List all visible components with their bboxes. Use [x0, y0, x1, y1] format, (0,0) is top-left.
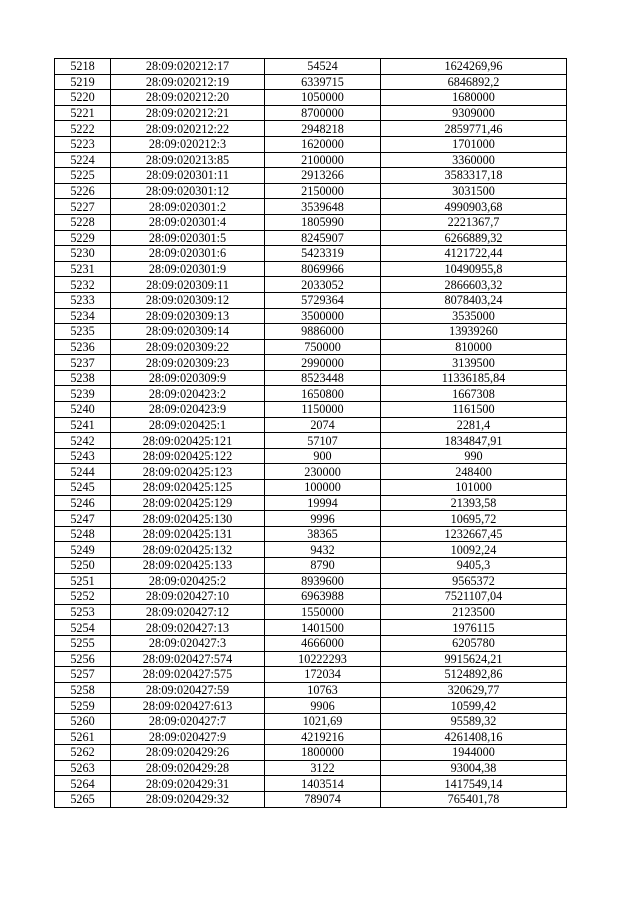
amount-cell: 1944000: [381, 745, 567, 761]
table-row: [55, 370, 567, 386]
amount-cell: 1834847,91: [381, 433, 567, 449]
cadastral-number-cell: 28:09:020425:122: [111, 448, 265, 464]
value-cell: 9906: [265, 698, 381, 714]
value-cell: 5729364: [265, 292, 381, 308]
value-cell: 900: [265, 448, 381, 464]
amount-cell: 6266889,32: [381, 230, 567, 246]
value-cell: 1401500: [265, 620, 381, 636]
row-number-cell: 5261: [55, 729, 111, 745]
amount-cell: 1624269,96: [381, 59, 567, 75]
row-number-cell: 5249: [55, 542, 111, 558]
value-cell: 2948218: [265, 121, 381, 137]
value-cell: 9886000: [265, 324, 381, 340]
amount-cell: 13939260: [381, 324, 567, 340]
table-row: [55, 417, 567, 433]
value-cell: 10763: [265, 682, 381, 698]
cadastral-number-cell: 28:09:020429:32: [111, 791, 265, 807]
amount-cell: 10599,42: [381, 698, 567, 714]
amount-cell: 320629,77: [381, 682, 567, 698]
row-number-cell: 5242: [55, 433, 111, 449]
value-cell: 1800000: [265, 745, 381, 761]
value-cell: 8790: [265, 558, 381, 574]
amount-cell: 1701000: [381, 136, 567, 152]
table-row: [55, 558, 567, 574]
value-cell: 57107: [265, 433, 381, 449]
table-row: [55, 589, 567, 605]
cadastral-number-cell: 28:09:020425:131: [111, 526, 265, 542]
cadastral-number-cell: 28:09:020427:3: [111, 635, 265, 651]
table-row: [55, 214, 567, 230]
cadastral-number-cell: 28:09:020427:7: [111, 713, 265, 729]
table-row: [55, 292, 567, 308]
row-number-cell: 5255: [55, 635, 111, 651]
cadastral-number-cell: 28:09:020425:125: [111, 480, 265, 496]
cadastral-number-cell: 28:09:020427:59: [111, 682, 265, 698]
row-number-cell: 5254: [55, 620, 111, 636]
cadastral-number-cell: 28:09:020425:1: [111, 417, 265, 433]
amount-cell: 9309000: [381, 105, 567, 121]
amount-cell: 8078403,24: [381, 292, 567, 308]
table-row: [55, 526, 567, 542]
value-cell: 8523448: [265, 370, 381, 386]
cadastral-number-cell: 28:09:020425:121: [111, 433, 265, 449]
amount-cell: 4261408,16: [381, 729, 567, 745]
row-number-cell: 5253: [55, 604, 111, 620]
row-number-cell: 5245: [55, 480, 111, 496]
value-cell: 750000: [265, 339, 381, 355]
amount-cell: 4121722,44: [381, 246, 567, 262]
table-row: [55, 464, 567, 480]
row-number-cell: 5218: [55, 59, 111, 75]
table-row: [55, 495, 567, 511]
row-number-cell: 5256: [55, 651, 111, 667]
row-number-cell: 5259: [55, 698, 111, 714]
value-cell: 2074: [265, 417, 381, 433]
value-cell: 8700000: [265, 105, 381, 121]
value-cell: 6963988: [265, 589, 381, 605]
amount-cell: 93004,38: [381, 760, 567, 776]
value-cell: 1805990: [265, 214, 381, 230]
cadastral-number-cell: 28:09:020427:9: [111, 729, 265, 745]
value-cell: 9432: [265, 542, 381, 558]
table-row: [55, 635, 567, 651]
table-row: [55, 59, 567, 75]
cadastral-number-cell: 28:09:020423:9: [111, 402, 265, 418]
table-row: [55, 604, 567, 620]
value-cell: 789074: [265, 791, 381, 807]
cadastral-number-cell: 28:09:020213:85: [111, 152, 265, 168]
row-number-cell: 5252: [55, 589, 111, 605]
cadastral-number-cell: 28:09:020425:123: [111, 464, 265, 480]
row-number-cell: 5226: [55, 183, 111, 199]
row-number-cell: 5227: [55, 199, 111, 215]
amount-cell: 3031500: [381, 183, 567, 199]
cadastral-number-cell: 28:09:020309:14: [111, 324, 265, 340]
row-number-cell: 5221: [55, 105, 111, 121]
value-cell: 38365: [265, 526, 381, 542]
value-cell: 3539648: [265, 199, 381, 215]
value-cell: 1021,69: [265, 713, 381, 729]
row-number-cell: 5260: [55, 713, 111, 729]
value-cell: 172034: [265, 667, 381, 683]
table-row: [55, 698, 567, 714]
table-row: [55, 791, 567, 807]
amount-cell: 3583317,18: [381, 168, 567, 184]
row-number-cell: 5235: [55, 324, 111, 340]
row-number-cell: 5239: [55, 386, 111, 402]
amount-cell: 6205780: [381, 635, 567, 651]
amount-cell: 4990903,68: [381, 199, 567, 215]
amount-cell: 1232667,45: [381, 526, 567, 542]
row-number-cell: 5223: [55, 136, 111, 152]
cadastral-number-cell: 28:09:020309:11: [111, 277, 265, 293]
value-cell: 8069966: [265, 261, 381, 277]
table-row: [55, 480, 567, 496]
value-cell: 100000: [265, 480, 381, 496]
row-number-cell: 5225: [55, 168, 111, 184]
table-row: [55, 168, 567, 184]
cadastral-number-cell: 28:09:020427:575: [111, 667, 265, 683]
row-number-cell: 5219: [55, 74, 111, 90]
row-number-cell: 5233: [55, 292, 111, 308]
row-number-cell: 5246: [55, 495, 111, 511]
cadastral-number-cell: 28:09:020427:12: [111, 604, 265, 620]
cadastral-number-cell: 28:09:020301:4: [111, 214, 265, 230]
row-number-cell: 5241: [55, 417, 111, 433]
amount-cell: 10092,24: [381, 542, 567, 558]
amount-cell: 9405,3: [381, 558, 567, 574]
cadastral-number-cell: 28:09:020425:130: [111, 511, 265, 527]
row-number-cell: 5237: [55, 355, 111, 371]
cadastral-number-cell: 28:09:020429:26: [111, 745, 265, 761]
value-cell: 8245907: [265, 230, 381, 246]
cadastral-number-cell: 28:09:020425:2: [111, 573, 265, 589]
cadastral-number-cell: 28:09:020425:129: [111, 495, 265, 511]
table-row: [55, 713, 567, 729]
amount-cell: 6846892,2: [381, 74, 567, 90]
amount-cell: 248400: [381, 464, 567, 480]
row-number-cell: 5251: [55, 573, 111, 589]
row-number-cell: 5243: [55, 448, 111, 464]
value-cell: 10222293: [265, 651, 381, 667]
amount-cell: 1680000: [381, 90, 567, 106]
cadastral-number-cell: 28:09:020212:3: [111, 136, 265, 152]
cadastral-number-cell: 28:09:020427:13: [111, 620, 265, 636]
amount-cell: 2859771,46: [381, 121, 567, 137]
amount-cell: 9915624,21: [381, 651, 567, 667]
table-row: [55, 230, 567, 246]
table-body: [55, 59, 567, 808]
amount-cell: 1976115: [381, 620, 567, 636]
value-cell: 1403514: [265, 776, 381, 792]
value-cell: 54524: [265, 59, 381, 75]
value-cell: 2150000: [265, 183, 381, 199]
value-cell: 2033052: [265, 277, 381, 293]
amount-cell: 5124892,86: [381, 667, 567, 683]
amount-cell: 7521107,04: [381, 589, 567, 605]
value-cell: 6339715: [265, 74, 381, 90]
cadastral-number-cell: 28:09:020212:19: [111, 74, 265, 90]
table-row: [55, 729, 567, 745]
table-row: [55, 402, 567, 418]
cadastral-number-cell: 28:09:020301:11: [111, 168, 265, 184]
cadastral-number-cell: 28:09:020427:10: [111, 589, 265, 605]
row-number-cell: 5248: [55, 526, 111, 542]
table-row: [55, 90, 567, 106]
amount-cell: 2221367,7: [381, 214, 567, 230]
cadastral-number-cell: 28:09:020427:613: [111, 698, 265, 714]
amount-cell: 1417549,14: [381, 776, 567, 792]
amount-cell: 1161500: [381, 402, 567, 418]
amount-cell: 21393,58: [381, 495, 567, 511]
table-row: [55, 339, 567, 355]
table-row: [55, 667, 567, 683]
row-number-cell: 5228: [55, 214, 111, 230]
table-row: [55, 183, 567, 199]
amount-cell: 3360000: [381, 152, 567, 168]
value-cell: 1620000: [265, 136, 381, 152]
cadastral-number-cell: 28:09:020212:17: [111, 59, 265, 75]
cadastral-number-cell: 28:09:020301:12: [111, 183, 265, 199]
value-cell: 1650800: [265, 386, 381, 402]
cadastral-number-cell: 28:09:020212:20: [111, 90, 265, 106]
row-number-cell: 5262: [55, 745, 111, 761]
row-number-cell: 5234: [55, 308, 111, 324]
table-row: [55, 308, 567, 324]
value-cell: 9996: [265, 511, 381, 527]
cadastral-number-cell: 28:09:020309:12: [111, 292, 265, 308]
value-cell: 1050000: [265, 90, 381, 106]
value-cell: 3122: [265, 760, 381, 776]
row-number-cell: 5224: [55, 152, 111, 168]
table-row: [55, 355, 567, 371]
cadastral-number-cell: 28:09:020309:9: [111, 370, 265, 386]
table-row: [55, 760, 567, 776]
table-row: [55, 199, 567, 215]
table-row: [55, 386, 567, 402]
table-row: [55, 745, 567, 761]
amount-cell: 990: [381, 448, 567, 464]
value-cell: 4666000: [265, 635, 381, 651]
amount-cell: 810000: [381, 339, 567, 355]
value-cell: 3500000: [265, 308, 381, 324]
amount-cell: 2123500: [381, 604, 567, 620]
row-number-cell: 5222: [55, 121, 111, 137]
amount-cell: 1667308: [381, 386, 567, 402]
amount-cell: 2866603,32: [381, 277, 567, 293]
cadastral-number-cell: 28:09:020212:22: [111, 121, 265, 137]
amount-cell: 765401,78: [381, 791, 567, 807]
value-cell: 1150000: [265, 402, 381, 418]
row-number-cell: 5230: [55, 246, 111, 262]
cadastral-number-cell: 28:09:020212:21: [111, 105, 265, 121]
row-number-cell: 5220: [55, 90, 111, 106]
row-number-cell: 5258: [55, 682, 111, 698]
value-cell: 4219216: [265, 729, 381, 745]
cadastral-number-cell: 28:09:020309:23: [111, 355, 265, 371]
cadastral-number-cell: 28:09:020301:5: [111, 230, 265, 246]
table-row: [55, 573, 567, 589]
table-row: [55, 324, 567, 340]
row-number-cell: 5264: [55, 776, 111, 792]
row-number-cell: 5236: [55, 339, 111, 355]
cadastral-number-cell: 28:09:020301:9: [111, 261, 265, 277]
cadastral-number-cell: 28:09:020309:22: [111, 339, 265, 355]
cadastral-number-cell: 28:09:020309:13: [111, 308, 265, 324]
amount-cell: 10490955,8: [381, 261, 567, 277]
table-row: [55, 277, 567, 293]
value-cell: 19994: [265, 495, 381, 511]
cadastral-number-cell: 28:09:020427:574: [111, 651, 265, 667]
cadastral-number-cell: 28:09:020429:31: [111, 776, 265, 792]
row-number-cell: 5250: [55, 558, 111, 574]
value-cell: 5423319: [265, 246, 381, 262]
table-row: [55, 433, 567, 449]
table-row: [55, 620, 567, 636]
table-row: [55, 448, 567, 464]
table-row: [55, 542, 567, 558]
table-row: [55, 74, 567, 90]
row-number-cell: 5247: [55, 511, 111, 527]
amount-cell: 2281,4: [381, 417, 567, 433]
amount-cell: 10695,72: [381, 511, 567, 527]
cadastral-number-cell: 28:09:020429:28: [111, 760, 265, 776]
amount-cell: 101000: [381, 480, 567, 496]
amount-cell: 3139500: [381, 355, 567, 371]
table-row: [55, 776, 567, 792]
value-cell: 2100000: [265, 152, 381, 168]
value-cell: 2990000: [265, 355, 381, 371]
amount-cell: 9565372: [381, 573, 567, 589]
row-number-cell: 5257: [55, 667, 111, 683]
table-row: [55, 152, 567, 168]
table-row: [55, 682, 567, 698]
table-row: [55, 246, 567, 262]
table-row: [55, 121, 567, 137]
table-row: [55, 651, 567, 667]
cadastral-number-cell: 28:09:020301:2: [111, 199, 265, 215]
row-number-cell: 5263: [55, 760, 111, 776]
table-row: [55, 136, 567, 152]
amount-cell: 3535000: [381, 308, 567, 324]
cadastral-number-cell: 28:09:020301:6: [111, 246, 265, 262]
value-cell: 230000: [265, 464, 381, 480]
row-number-cell: 5238: [55, 370, 111, 386]
row-number-cell: 5240: [55, 402, 111, 418]
data-table: [54, 58, 567, 808]
value-cell: 2913266: [265, 168, 381, 184]
row-number-cell: 5244: [55, 464, 111, 480]
row-number-cell: 5231: [55, 261, 111, 277]
table-row: [55, 105, 567, 121]
cadastral-number-cell: 28:09:020423:2: [111, 386, 265, 402]
amount-cell: 95589,32: [381, 713, 567, 729]
row-number-cell: 5232: [55, 277, 111, 293]
row-number-cell: 5265: [55, 791, 111, 807]
table-row: [55, 261, 567, 277]
row-number-cell: 5229: [55, 230, 111, 246]
value-cell: 8939600: [265, 573, 381, 589]
cadastral-number-cell: 28:09:020425:133: [111, 558, 265, 574]
table-row: [55, 511, 567, 527]
cadastral-number-cell: 28:09:020425:132: [111, 542, 265, 558]
value-cell: 1550000: [265, 604, 381, 620]
amount-cell: 11336185,84: [381, 370, 567, 386]
